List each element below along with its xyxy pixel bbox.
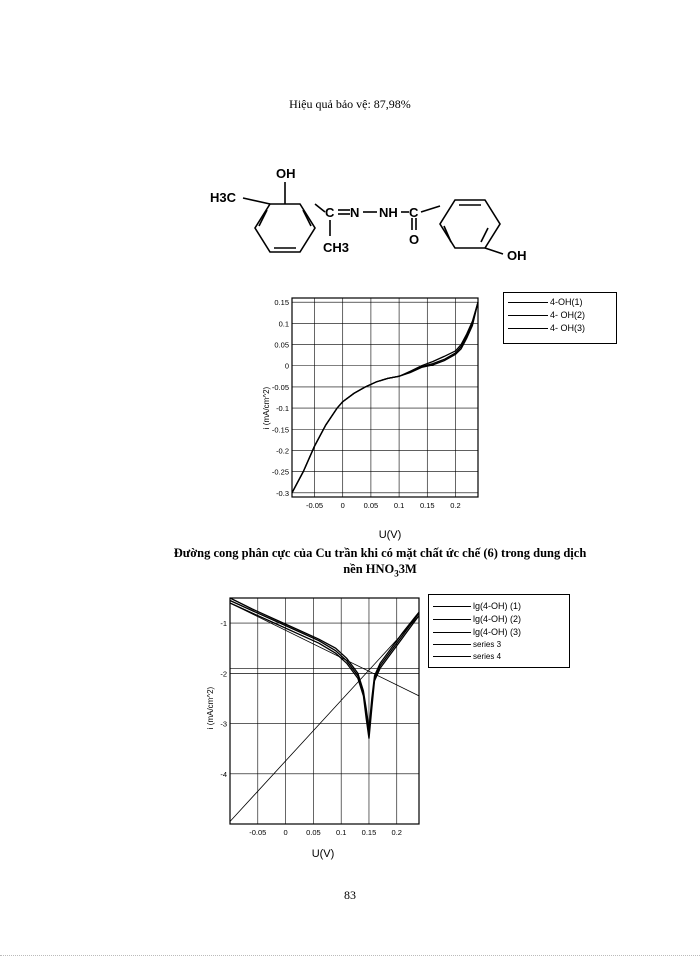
y-tick-label: -0.25: [271, 467, 289, 477]
mol-label-oh-top: OH: [276, 166, 296, 181]
mol-label-c1: C: [325, 205, 335, 220]
chart1-legend: [503, 292, 617, 344]
x-tick-label: 0.2: [391, 828, 402, 837]
y-tick-label: -0.3: [276, 488, 289, 498]
legend-item: lg(4-OH) (1): [433, 601, 521, 611]
series-line-3: [292, 302, 478, 493]
legend-item: 4- OH(2): [508, 310, 585, 320]
caption-line-1: Đường cong phân cực của Cu trần khi có mặt chất ức chế (6) trong dung dịch: [173, 546, 587, 560]
legend-item: series 3: [433, 640, 501, 649]
x-tick-label: 0.15: [361, 828, 377, 837]
series-line-1: [230, 601, 419, 734]
y-axis-label: i (mA/cm^2): [262, 386, 271, 430]
legend-item: series 4: [433, 652, 501, 661]
y-tick-label: -2: [220, 669, 227, 679]
x-tick-label: -0.05: [305, 501, 324, 510]
y-tick-label: 0.05: [274, 340, 289, 350]
x-tick-label: 0: [340, 501, 345, 510]
y-tick-label: -0.05: [271, 382, 289, 392]
legend-item: 4-OH(1): [508, 297, 583, 307]
efficiency-text: Hiệu quả bảo vệ: 87,98%: [289, 97, 411, 111]
y-tick-label: 0.15: [274, 298, 289, 308]
y-tick-label: 0: [284, 361, 289, 371]
chart2-legend: [428, 594, 570, 668]
y-tick-label: -1: [220, 619, 227, 629]
mol-label-oh-right: OH: [507, 248, 527, 263]
series-line-1: [292, 302, 478, 493]
x-tick-label: 0.05: [363, 501, 379, 510]
series-line-2: [230, 598, 419, 729]
x-tick-label: 0.2: [450, 501, 461, 510]
polarization-chart: [250, 290, 495, 545]
x-tick-label: 0.05: [306, 828, 321, 837]
mol-label-n: N: [350, 205, 360, 220]
x-axis-label: U(V): [378, 529, 402, 541]
mol-label-nh: NH: [379, 205, 398, 220]
y-tick-label: -4: [220, 769, 227, 779]
x-tick-label: -0.05: [249, 828, 267, 837]
page-bottom-rule: [0, 955, 700, 956]
x-tick-label: 0: [283, 828, 288, 837]
y-tick-label: 0.1: [278, 319, 289, 329]
y-tick-label: -0.2: [276, 446, 289, 456]
page-number: 83: [344, 888, 356, 902]
legend-item: 4- OH(3): [508, 323, 585, 333]
x-axis-label: U(V): [311, 848, 335, 860]
legend-item: lg(4-OH) (3): [433, 627, 521, 637]
x-tick-label: 0.1: [393, 501, 405, 510]
mol-label-h3c: H3C: [210, 190, 237, 205]
y-axis-label: i (mA/cm^2): [206, 686, 215, 730]
figure-caption: [100, 545, 660, 582]
mol-label-ch3: CH3: [323, 240, 350, 255]
series-line-2: [292, 302, 478, 493]
mol-label-o: O: [409, 232, 420, 247]
plot-frame: [292, 298, 478, 497]
x-tick-label: 0.15: [419, 501, 435, 510]
y-tick-label: -0.1: [276, 404, 289, 414]
legend-item: lg(4-OH) (2): [433, 614, 521, 624]
caption-line-2: nền $HNO_33M$: [343, 562, 417, 579]
molecule-structure: [205, 160, 545, 270]
x-tick-label: 0.1: [335, 828, 347, 837]
log-polarization-chart: [195, 590, 430, 862]
y-tick-label: -0.15: [271, 425, 289, 435]
mol-label-c2: C: [409, 205, 419, 220]
y-tick-label: -3: [220, 719, 227, 729]
